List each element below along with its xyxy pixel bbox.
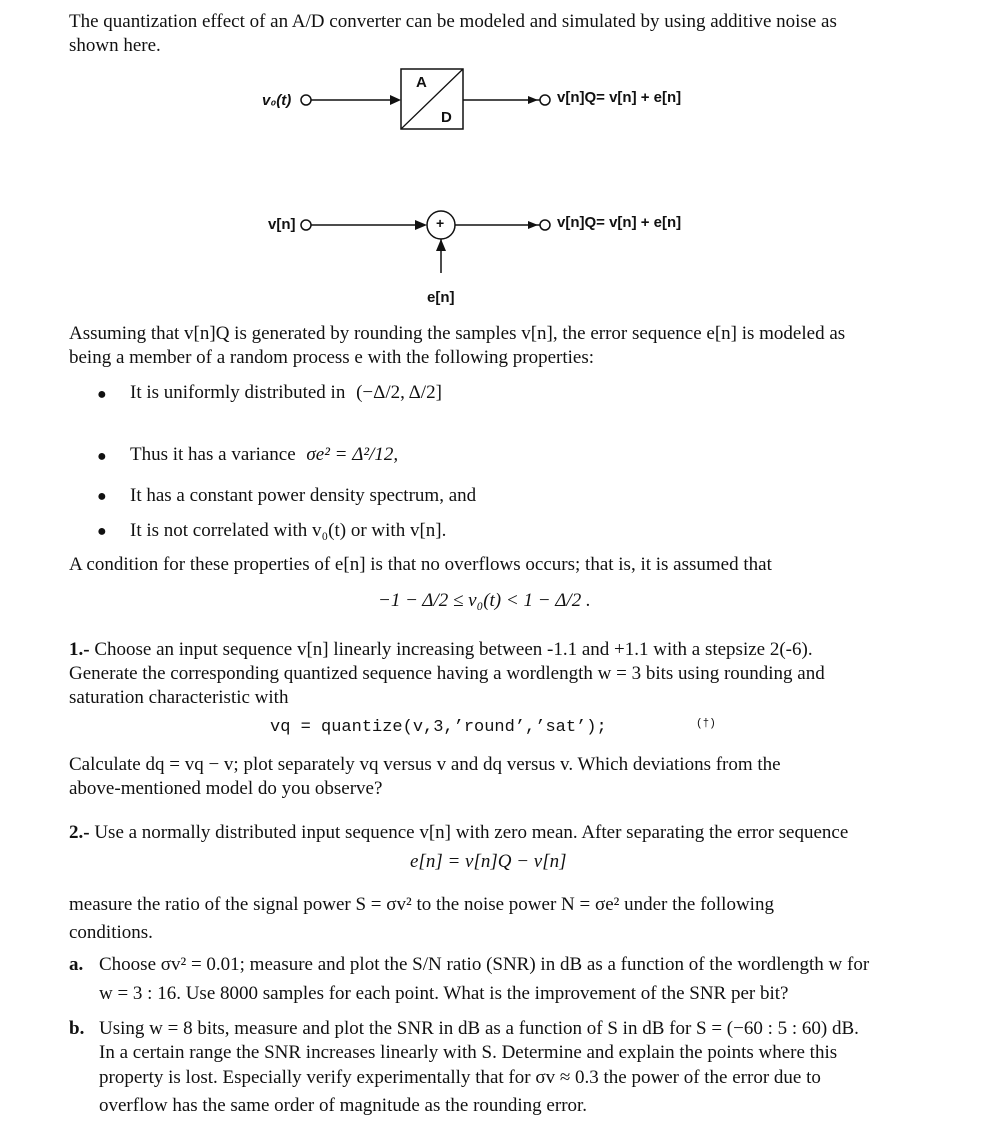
q1-line-3: saturation characteristic with xyxy=(69,687,289,708)
variance-formula: σe² = Δ²/12, xyxy=(306,444,399,465)
q1-code: vq = quantize(v,3,’round’,’sat’); xyxy=(270,718,607,737)
input-node xyxy=(301,95,311,105)
bullet-dot: ● xyxy=(97,488,107,505)
property-variance-text: Thus it has a variance xyxy=(130,444,296,465)
output-node xyxy=(540,95,550,105)
assumption-line-2: being a member of a random process e with the following properties: xyxy=(69,347,594,368)
q2-number: 2.- xyxy=(69,822,90,843)
ad-block-label-d: D xyxy=(441,109,452,126)
q2a-label: a. xyxy=(69,954,84,975)
output-node xyxy=(540,220,550,230)
q2b-line-4: overflow has the same order of magnitude as the rounding error. xyxy=(99,1095,588,1116)
q1-line-2: Generate the corresponding quantized sequence having a wordlength w = 3 bits using rounding and xyxy=(69,663,825,684)
intro-line-2: shown here. xyxy=(69,35,161,56)
q2-line-1 xyxy=(69,822,919,844)
q2-line-2: measure the ratio of the signal power S = σv² to the noise power N = σe² under the following xyxy=(69,894,774,915)
property-spectrum: It has a constant power density spectrum, and xyxy=(130,485,477,506)
q2-line-3: conditions. xyxy=(69,922,153,943)
assumption-line-1: Assuming that v[n]Q is generated by rounding the samples v[n], the error sequence e[n] is modeled as xyxy=(69,323,846,344)
bullet-dot: ● xyxy=(97,448,107,465)
property-uniform xyxy=(130,382,442,404)
input-arrow xyxy=(390,95,401,105)
q2-line-1-text: Use a normally distributed input sequence v[n] with zero mean. After separating the error sequence xyxy=(94,822,849,843)
property-variance xyxy=(130,444,398,466)
q2b-label: b. xyxy=(69,1018,85,1039)
diagram2-output-label: v[n]Q= v[n] + e[n] xyxy=(557,214,682,231)
uniform-interval: (−Δ/2, Δ/2] xyxy=(356,382,442,403)
property-uniform-text: It is uniformly distributed in xyxy=(130,382,346,403)
q1-line-1-text: Choose an input sequence v[n] linearly increasing between -1.1 and +1.1 with a stepsize 2(-6). xyxy=(94,639,813,660)
q2b-line-1: Using w = 8 bits, measure and plot the SNR in dB as a function of S in dB for S = (−60 : 5 : 60) dB. xyxy=(99,1018,859,1039)
q1-calc-line-1: Calculate dq = vq − v; plot separately vq versus v and dq versus v. Which deviations from the xyxy=(69,754,781,775)
ad-block-label-a: A xyxy=(416,74,427,91)
bullet-dot: ● xyxy=(97,523,107,540)
diagram2-input-label: v[n] xyxy=(268,216,296,233)
bullet-dot: ● xyxy=(97,386,107,403)
q1-line-1 xyxy=(69,639,919,661)
input-node xyxy=(301,220,311,230)
noise-model-diagram xyxy=(0,195,984,285)
q2-equation: e[n] = v[n]Q − v[n] xyxy=(410,851,567,872)
input-arrow xyxy=(415,220,427,230)
diagram1-input-label: v₀(t) xyxy=(262,92,292,109)
output-arrow xyxy=(528,221,538,229)
adder-plus-symbol: + xyxy=(436,215,445,231)
diagram2-noise-label: e[n] xyxy=(427,289,455,306)
q2b-line-2: In a certain range the SNR increases linearly with S. Determine and explain the points where this xyxy=(99,1042,838,1063)
noise-arrow xyxy=(436,239,446,251)
condition-text: A condition for these properties of e[n] is that no overflows occurs; that is, it is assumed that xyxy=(69,554,772,575)
condition-formula: −1 − Δ/2 ≤ v₀(t) < 1 − Δ/2 . xyxy=(378,590,591,611)
ad-converter-diagram xyxy=(0,55,984,145)
q2b-line-3: property is lost. Especially verify experimentally that for σv ≈ 0.3 the power of the error due to xyxy=(99,1067,821,1088)
output-arrow xyxy=(528,96,538,104)
diagram1-output-label: v[n]Q= v[n] + e[n] xyxy=(557,89,682,106)
q2a-line-2: w = 3 : 16. Use 8000 samples for each point. What is the improvement of the SNR per bit? xyxy=(99,983,789,1004)
property-uncorrelated: It is not correlated with v₀(t) or with v[n]. xyxy=(130,520,447,541)
intro-line-1: The quantization effect of an A/D converter can be modeled and simulated by using additive noise as xyxy=(69,11,837,32)
q2a-line-1: Choose σv² = 0.01; measure and plot the S/N ratio (SNR) in dB as a function of the wordlength w for xyxy=(99,954,870,975)
q1-code-note: (†) xyxy=(696,718,716,730)
q1-calc-line-2: above-mentioned model do you observe? xyxy=(69,778,383,799)
q1-number: 1.- xyxy=(69,639,90,660)
